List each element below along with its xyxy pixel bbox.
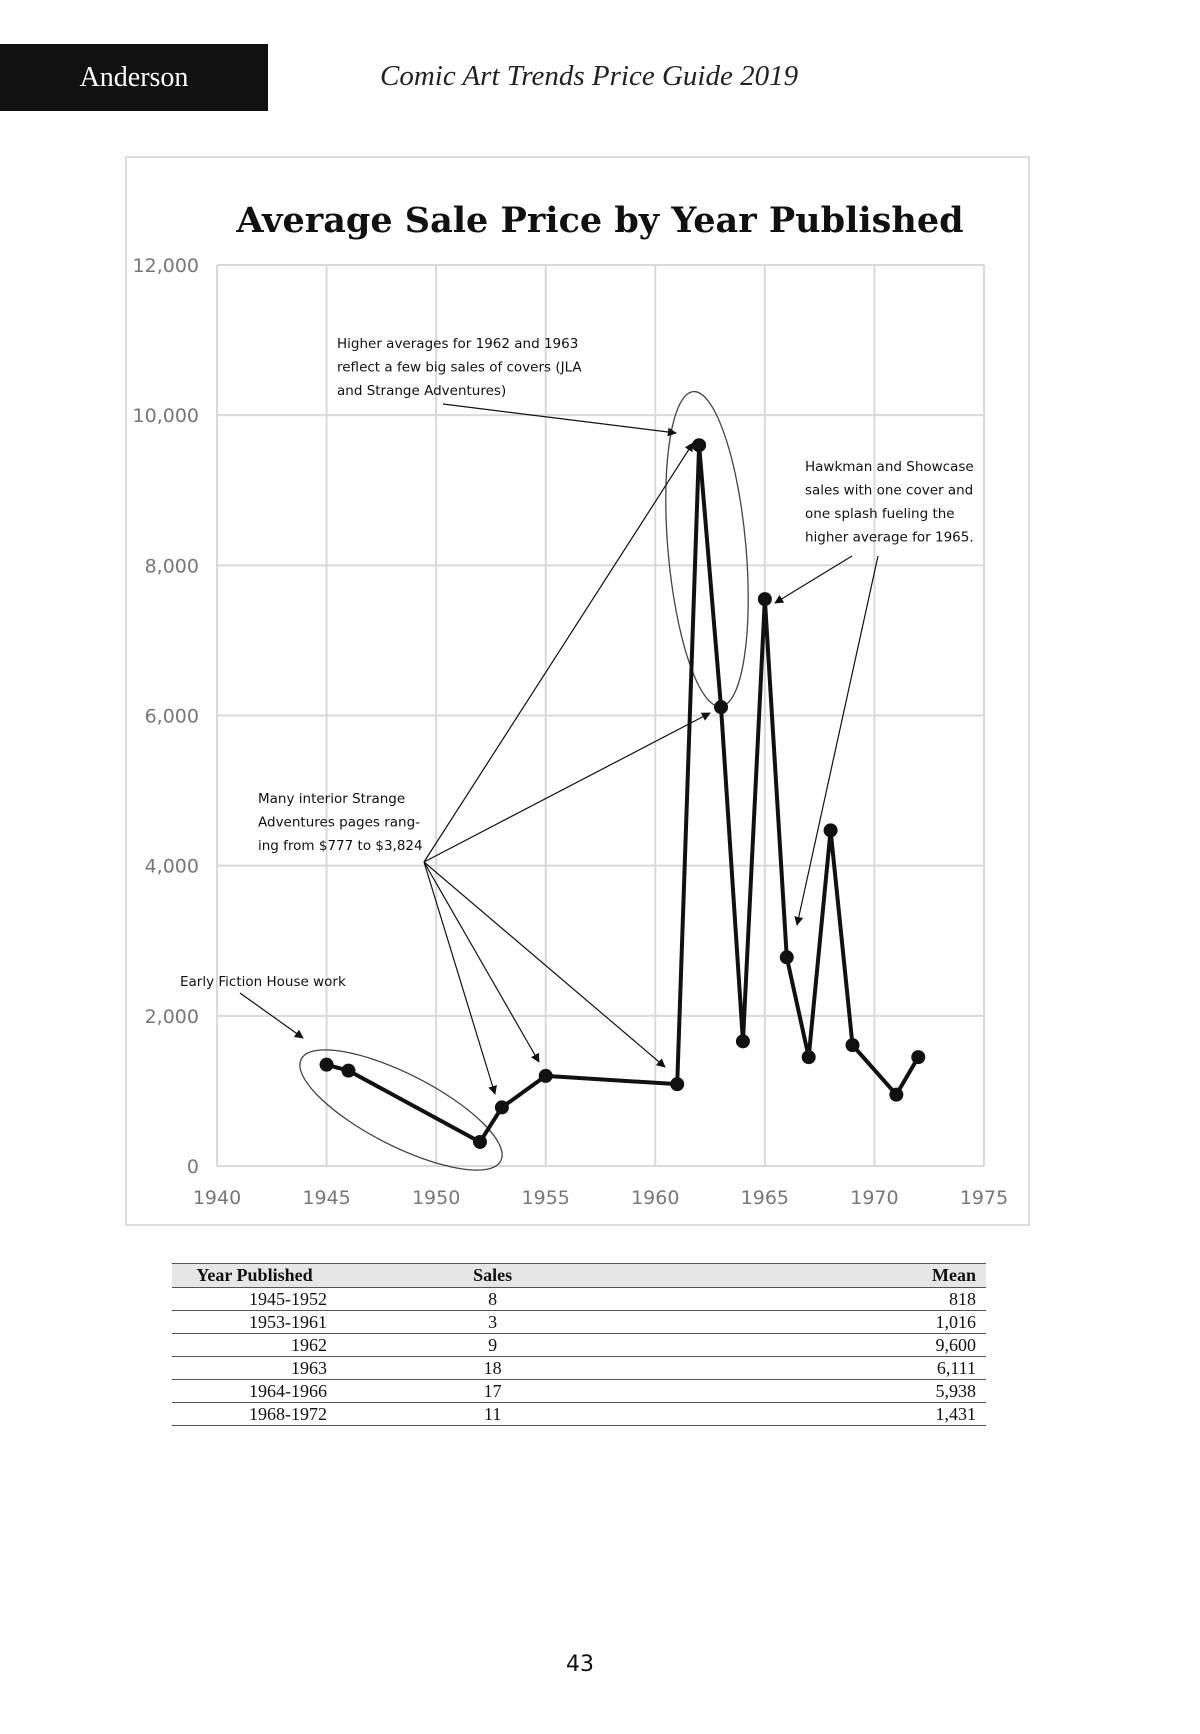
table-row — [172, 1311, 986, 1334]
annotation-line: Higher averages for 1962 and 1963 — [337, 336, 579, 352]
annotation-line: and Strange Adventures) — [337, 383, 507, 399]
data-point — [736, 1034, 750, 1048]
annotation-line: Early Fiction House work — [180, 974, 346, 990]
annotation-line: Hawkman and Showcase — [805, 459, 974, 475]
cell-mean: 9,600 — [648, 1334, 986, 1357]
arrow-sa-1963 — [424, 713, 710, 862]
x-tick-label: 1975 — [959, 1187, 1009, 1209]
y-tick-label: 8,000 — [144, 555, 199, 578]
y-tick-label: 2,000 — [144, 1005, 199, 1028]
cell-sales: 8 — [337, 1288, 648, 1311]
data-point — [692, 438, 706, 452]
table-row — [172, 1403, 986, 1426]
cell-mean: 6,111 — [648, 1357, 986, 1380]
arrow-sa-1961 — [424, 862, 665, 1067]
annotation-arrows — [240, 404, 878, 1094]
y-tick-label: 0 — [186, 1156, 199, 1178]
table-row — [172, 1357, 986, 1380]
annotation-line: sales with one cover and — [805, 482, 974, 499]
data-point — [824, 823, 838, 837]
x-tick-labels — [193, 1187, 1008, 1209]
x-tick-label: 1940 — [192, 1187, 242, 1209]
cell-year: 1964-1966 — [172, 1380, 337, 1403]
arrow-sa-1955 — [424, 862, 539, 1062]
annotation-hawkman — [805, 459, 974, 546]
data-point — [780, 950, 794, 964]
data-point — [911, 1050, 925, 1064]
header-title: Comic Art Trends Price Guide 2019 — [380, 60, 799, 92]
cell-year: 1953-1961 — [172, 1311, 337, 1334]
arrow-big-covers — [443, 404, 676, 433]
cell-sales: 11 — [337, 1403, 648, 1426]
header-year-published: Year Published — [172, 1264, 337, 1288]
annotation-line: higher average for 1965. — [805, 529, 974, 546]
data-point — [670, 1077, 684, 1091]
grid-layer — [217, 265, 984, 1166]
x-tick-label: 1965 — [740, 1187, 790, 1209]
y-tick-label: 10,000 — [132, 405, 199, 428]
cell-sales: 9 — [337, 1334, 648, 1357]
chart-title: Average Sale Price by Year Published — [236, 200, 964, 241]
arrow-sa-1953 — [424, 862, 495, 1094]
annotation-line: reflect a few big sales of covers (JLA — [337, 359, 582, 376]
y-tick-label: 12,000 — [132, 255, 199, 277]
annotation-line: Many interior Strange — [258, 791, 406, 807]
data-point — [495, 1100, 509, 1114]
series-line — [327, 445, 919, 1142]
x-tick-label: 1955 — [521, 1187, 570, 1209]
header-sales: Sales — [337, 1264, 648, 1288]
arrow-hawkman-1965 — [775, 556, 852, 603]
data-point — [539, 1069, 553, 1083]
annotation-line: Adventures pages rang- — [258, 814, 421, 831]
data-point — [320, 1058, 334, 1072]
table-row — [172, 1334, 986, 1357]
data-point — [341, 1064, 355, 1078]
y-tick-labels — [133, 255, 199, 1178]
annotation-line: one splash fueling the — [805, 506, 955, 522]
annotation-line: ing from $777 to $3,824 — [258, 838, 423, 854]
header-author: Anderson — [79, 61, 189, 93]
cell-mean: 818 — [648, 1288, 986, 1311]
x-tick-label: 1970 — [850, 1187, 899, 1209]
cell-sales: 3 — [337, 1311, 648, 1334]
data-point — [473, 1135, 487, 1149]
data-point — [758, 592, 772, 606]
arrow-hawkman-1966 — [797, 556, 878, 925]
annotation-fiction-house — [180, 974, 346, 990]
cell-sales: 17 — [337, 1380, 648, 1403]
arrow-sa-1962 — [424, 443, 693, 862]
cell-year: 1963 — [172, 1357, 337, 1380]
summary-table — [172, 1263, 986, 1426]
x-tick-label: 1945 — [302, 1187, 351, 1209]
annotation-strange-adventures — [258, 791, 423, 854]
table-row — [172, 1380, 986, 1403]
cell-mean: 5,938 — [648, 1380, 986, 1403]
header-mean: Mean — [648, 1264, 986, 1288]
cell-mean: 1,431 — [648, 1403, 986, 1426]
table-row — [172, 1288, 986, 1311]
page-number: 43 — [566, 1652, 594, 1677]
table-header-row — [172, 1264, 986, 1288]
cell-sales: 18 — [337, 1357, 648, 1380]
cell-year: 1962 — [172, 1334, 337, 1357]
y-tick-label: 6,000 — [144, 705, 199, 728]
data-point — [802, 1050, 816, 1064]
data-point — [889, 1088, 903, 1102]
data-point — [714, 700, 728, 714]
cell-year: 1945-1952 — [172, 1288, 337, 1311]
cell-mean: 1,016 — [648, 1311, 986, 1334]
x-tick-label: 1950 — [411, 1187, 461, 1209]
y-tick-label: 4,000 — [144, 855, 199, 878]
x-tick-label: 1960 — [631, 1187, 680, 1209]
cell-year: 1968-1972 — [172, 1403, 337, 1426]
data-point — [846, 1038, 860, 1052]
